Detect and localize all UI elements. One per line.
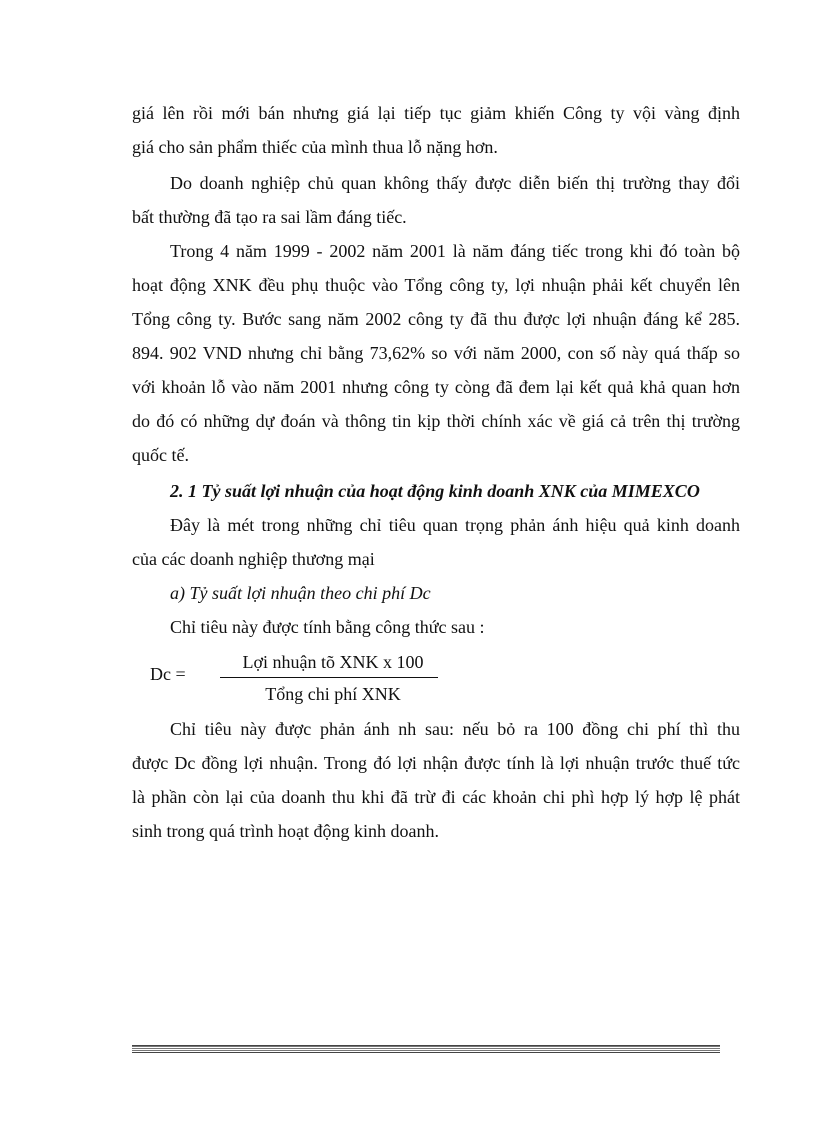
- text-line: được Dc đồng lợi nhuận. Trong đó lợi nhận được tính là lợi nhuận trước thuế tức: [132, 753, 740, 773]
- text-line: hoạt động XNK đều phụ thuộc vào Tổng công ty, lợi nhuận phải kết chuyển lên: [132, 275, 740, 295]
- paragraph-explanation: [132, 712, 740, 848]
- text-line: Chỉ tiêu này được phản ánh nh sau: nếu bỏ ra 100 đồng chi phí thì thu: [170, 719, 740, 739]
- text-line: sinh trong quá trình hoạt động kinh doanh.: [132, 821, 439, 841]
- paragraph-formula-intro: [132, 610, 740, 644]
- section-title: 2. 1 Tỷ suất lợi nhuận của hoạt động kinh doanh XNK của MIMEXCO: [170, 481, 700, 501]
- paragraph-indicator: [132, 508, 740, 576]
- text-line: là phần còn lại của doanh thu khi đã trừ đi các khoản chi phì hợp lý hợp lệ phát: [132, 787, 740, 807]
- text-line: giá lên rồi mới bán nhưng giá lại tiếp tục giảm khiến Công ty vội vàng định: [132, 103, 740, 123]
- fraction-bar: [220, 677, 438, 678]
- paragraph-market: [132, 166, 740, 234]
- paragraph-continuation: [132, 96, 740, 164]
- text-line: của các doanh nghiệp thương mại: [132, 549, 375, 569]
- text-line: Trong 4 năm 1999 - 2002 năm 2001 là năm đáng tiếc trong khi đó toàn bộ: [170, 241, 740, 261]
- footer-rule: [132, 1045, 720, 1053]
- formula-dc: [150, 648, 450, 716]
- text-line: bất thường đã tạo ra sai lầm đáng tiếc.: [132, 207, 407, 227]
- text-line: Đây là mét trong những chỉ tiêu quan trọng phản ánh hiệu quả kinh doanh: [170, 515, 740, 535]
- text-line: do đó có những dự đoán và thông tin kịp thời chính xác về giá cả trên thị trường: [132, 411, 740, 431]
- text-line: Chỉ tiêu này được tính bằng công thức sau :: [170, 617, 485, 637]
- text-line: 894. 902 VND nhưng chỉ bằng 73,62% so với năm 2000, con số này quá thấp so: [132, 343, 740, 363]
- subheading-text: a) Tỷ suất lợi nhuận theo chi phí Dc: [170, 583, 431, 603]
- text-line: Do doanh nghiệp chủ quan không thấy được diễn biến thị trường thay đổi: [170, 173, 740, 193]
- paragraph-four-years: [132, 234, 740, 472]
- text-line: giá cho sản phẩm thiếc của mình thua lỗ nặng hơn.: [132, 137, 498, 157]
- formula-denominator: Tổng chi phí XNK: [265, 684, 401, 704]
- formula-lhs: Dc =: [150, 664, 186, 684]
- subheading: [132, 576, 740, 610]
- text-line: Tổng công ty. Bước sang năm 2002 công ty đã thu được lợi nhuận đáng kể 285.: [132, 309, 740, 329]
- section-heading: [132, 474, 740, 508]
- formula-numerator: Lợi nhuận tõ XNK x 100: [242, 652, 424, 672]
- text-line: quốc tế.: [132, 445, 189, 465]
- text-line: với khoản lỗ vào năm 2001 nhưng công ty còng đã đem lại kết quả khả quan hơn: [132, 377, 740, 397]
